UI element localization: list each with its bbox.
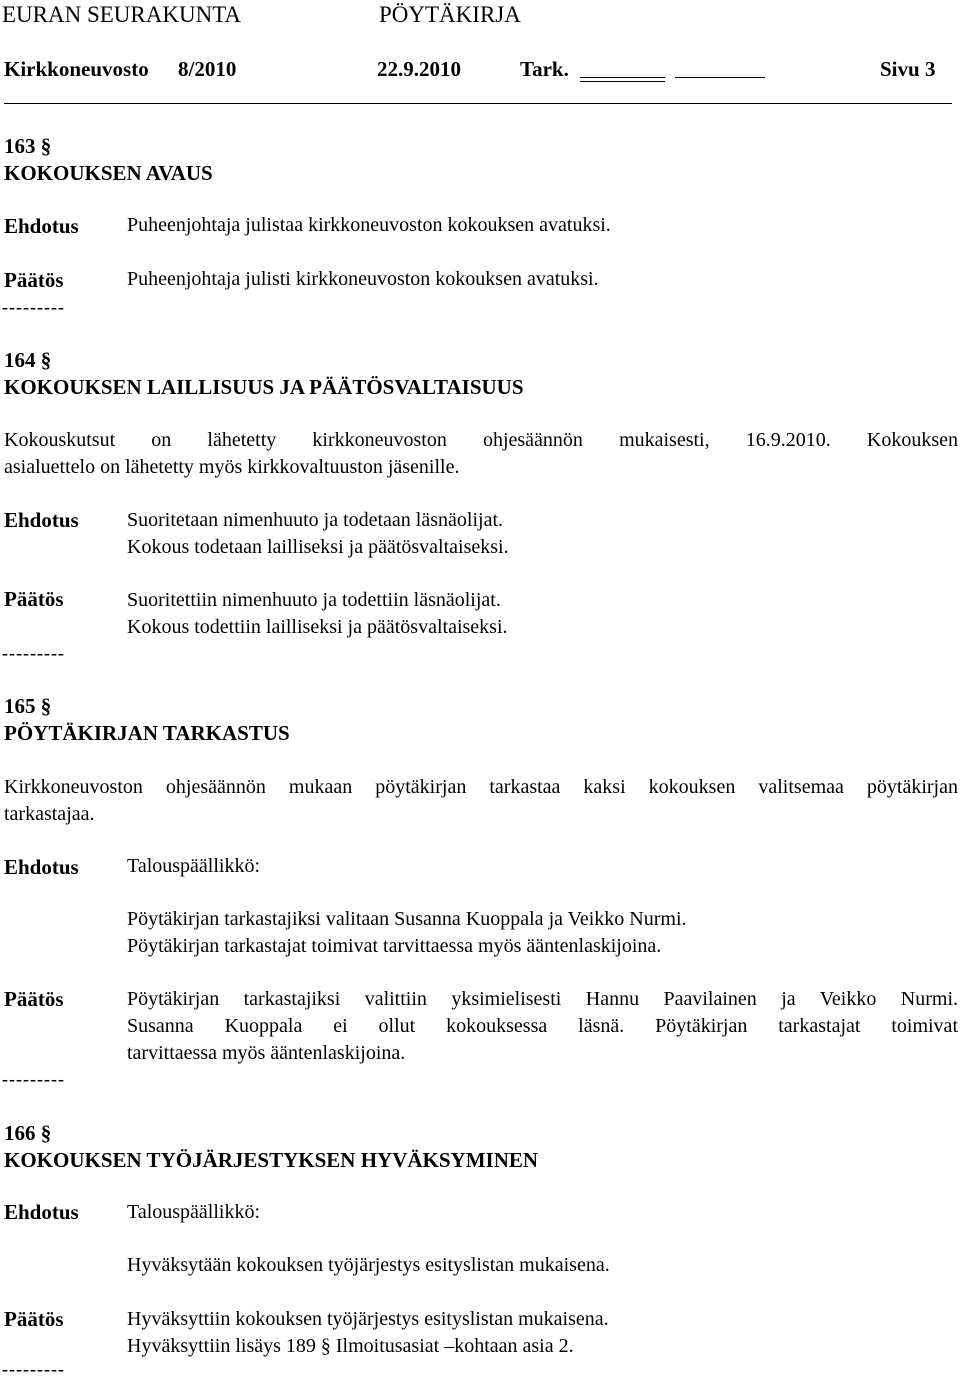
- proposal-author: Talouspäällikkö:: [127, 1201, 261, 1223]
- section-164-heading: [4, 347, 524, 401]
- intro-line: asialuettelo on lähetetty myös kirkkovaltuuston jäsenille.: [4, 456, 460, 478]
- meeting-body: Kirkkoneuvosto: [4, 57, 149, 81]
- section-number: 163 §: [4, 134, 52, 158]
- section-165-heading: [4, 693, 290, 747]
- decision-line: Hyväksyttiin kokouksen työjärjestys esityslistan mukaisena.: [127, 1308, 609, 1330]
- decision-line: tarvittaessa myös ääntenlaskijoina.: [127, 1042, 406, 1064]
- proposal-text: Hyväksytään kokouksen työjärjestys esityslistan mukaisena.: [127, 1254, 610, 1276]
- separator: ---------: [2, 643, 65, 663]
- section-title: PÖYTÄKIRJAN TARKASTUS: [4, 721, 290, 745]
- checked-label: Tark.: [520, 57, 569, 81]
- separator: ---------: [2, 1069, 65, 1089]
- decision-text: [127, 587, 508, 641]
- decision-line: Pöytäkirjan tarkastajiksi valittiin yksimielisesti Hannu Paavilainen ja Veikko Nurmi.: [127, 988, 958, 1010]
- section-title: KOKOUKSEN TYÖJÄRJESTYKSEN HYVÄKSYMINEN: [4, 1148, 539, 1172]
- section-166-heading: [4, 1120, 538, 1174]
- proposal-author: Talouspäällikkö:: [127, 855, 261, 877]
- meeting-number: 8/2010: [178, 57, 237, 81]
- meeting-info: [0, 57, 960, 83]
- page-number: Sivu 3: [880, 57, 936, 81]
- section-intro: [4, 427, 958, 481]
- section-title: KOKOUKSEN LAILLISUUS JA PÄÄTÖSVALTAISUUS: [4, 375, 524, 399]
- proposal-line: Kokous todetaan lailliseksi ja päätösvaltaiseksi.: [127, 536, 509, 558]
- section-number: 164 §: [4, 348, 52, 372]
- intro-line: Kirkkoneuvoston ohjesäännön mukaan pöytäkirjan tarkastaa kaksi kokouksen valitsemaa pöytäkirjan: [4, 776, 958, 798]
- decision-label: Päätös: [4, 1307, 64, 1331]
- decision-line: Suoritettiin nimenhuuto ja todettiin läsnäolijat.: [127, 589, 501, 611]
- decision-text: Puheenjohtaja julisti kirkkoneuvoston kokouksen avatuksi.: [127, 268, 599, 290]
- proposal-label: Ehdotus: [4, 855, 79, 879]
- intro-line: Kokouskutsut on lähetetty kirkkoneuvoston ohjesäännön mukaisesti, 16.9.2010. Kokouksen: [4, 429, 958, 451]
- meeting-date: 22.9.2010: [377, 57, 461, 81]
- decision-text: [127, 986, 958, 1067]
- proposal-text: [127, 507, 509, 561]
- section-number: 165 §: [4, 694, 52, 718]
- proposal-label: Ehdotus: [4, 1200, 79, 1224]
- section-number: 166 §: [4, 1121, 52, 1145]
- proposal-text: [127, 906, 687, 960]
- document-type: PÖYTÄKIRJA: [379, 2, 521, 27]
- proposal-label: Ehdotus: [4, 214, 79, 238]
- separator: ---------: [2, 1359, 65, 1379]
- checker-signature-line-1: [580, 57, 665, 78]
- decision-label: Päätös: [4, 987, 64, 1011]
- section-163-heading: [4, 133, 213, 187]
- decision-line: Hyväksyttiin lisäys 189 § Ilmoitusasiat –kohtaan asia 2.: [127, 1335, 574, 1357]
- decision-label: Päätös: [4, 587, 64, 611]
- decision-line: Susanna Kuoppala ei ollut kokouksessa läsnä. Pöytäkirjan tarkastajat toimivat: [127, 1015, 958, 1037]
- proposal-line: Pöytäkirjan tarkastajat toimivat tarvittaessa myös ääntenlaskijoina.: [127, 935, 662, 957]
- decision-text: [127, 1306, 609, 1360]
- intro-line: tarkastajaa.: [4, 803, 95, 825]
- proposal-line: Pöytäkirjan tarkastajiksi valitaan Susanna Kuoppala ja Veikko Nurmi.: [127, 908, 687, 930]
- decision-line: Kokous todettiin lailliseksi ja päätösvaltaiseksi.: [127, 616, 508, 638]
- separator: ---------: [2, 297, 65, 317]
- header-rule: [4, 103, 952, 104]
- proposal-label: Ehdotus: [4, 508, 79, 532]
- organization-name: EURAN SEURAKUNTA: [2, 2, 242, 27]
- section-title: KOKOUKSEN AVAUS: [4, 161, 213, 185]
- proposal-line: Suoritetaan nimenhuuto ja todetaan läsnäolijat.: [127, 509, 504, 531]
- section-intro: [4, 774, 958, 828]
- decision-label: Päätös: [4, 268, 64, 292]
- proposal-text: Puheenjohtaja julistaa kirkkoneuvoston kokouksen avatuksi.: [127, 214, 611, 236]
